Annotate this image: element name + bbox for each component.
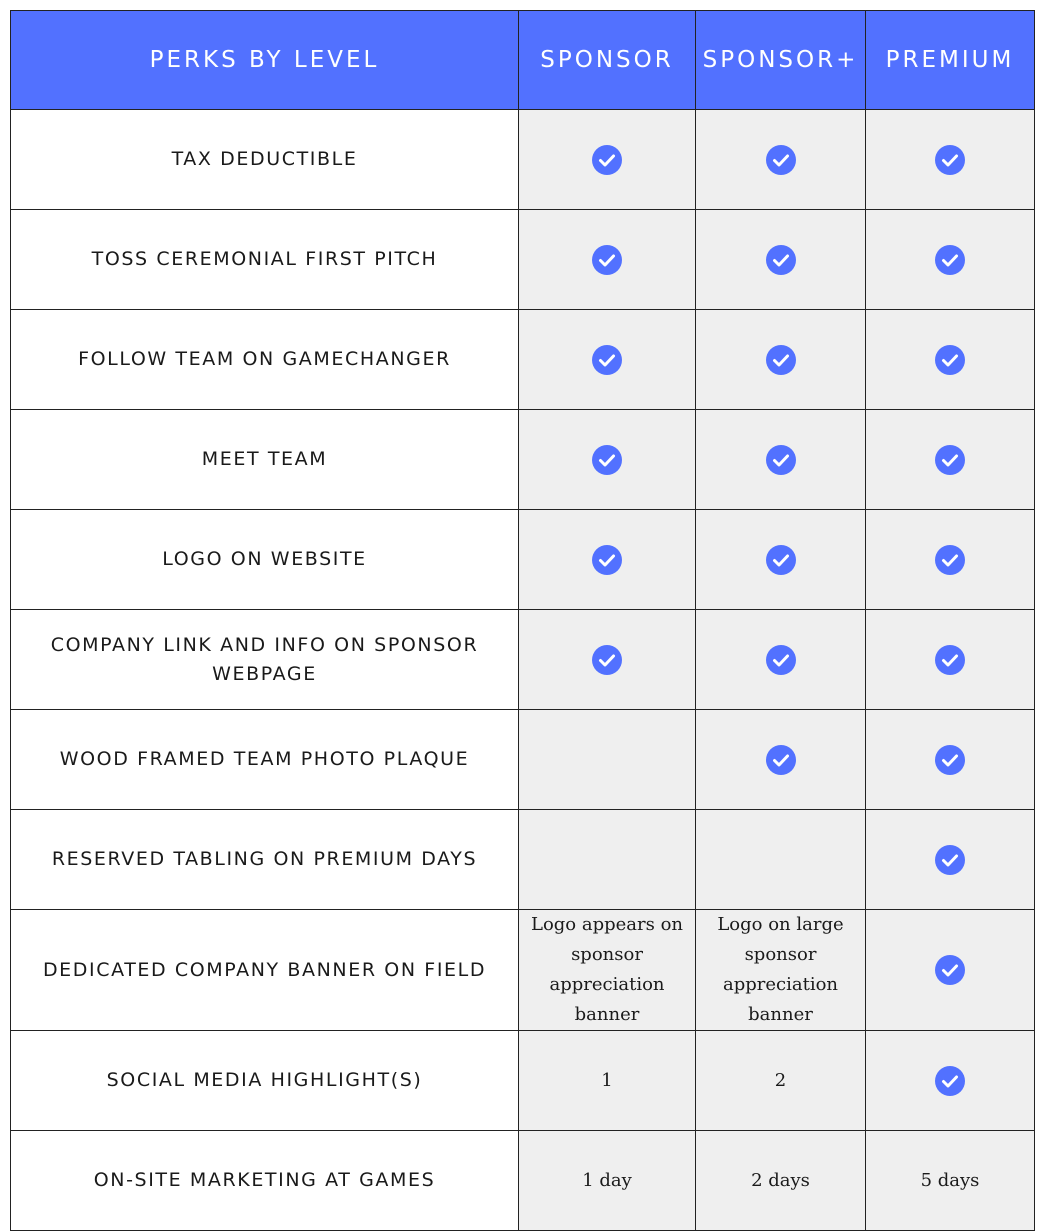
check-circle-icon: [592, 445, 622, 475]
check-circle-icon: [935, 645, 965, 675]
check-circle-icon: [935, 745, 965, 775]
check-circle-icon: [766, 545, 796, 575]
check-circle-icon: [935, 245, 965, 275]
level-cell-sponsor-plus: [696, 510, 866, 610]
level-cell-premium: [866, 310, 1035, 410]
perk-label: TAX DEDUCTIBLE: [11, 110, 519, 210]
check-circle-icon: [766, 445, 796, 475]
level-cell-sponsor: [519, 410, 696, 510]
level-cell-sponsor-plus: [696, 1131, 866, 1231]
level-cell-sponsor-plus: [696, 410, 866, 510]
check-circle-icon: [592, 545, 622, 575]
level-cell-sponsor: [519, 810, 696, 910]
level-cell-premium: [866, 610, 1035, 710]
level-cell-sponsor: [519, 610, 696, 710]
level-cell-premium: [866, 510, 1035, 610]
table-row: [11, 110, 1035, 210]
check-circle-icon: [935, 845, 965, 875]
level-cell-sponsor-plus: [696, 810, 866, 910]
perk-label: RESERVED TABLING ON PREMIUM DAYS: [11, 810, 519, 910]
level-value-text: 1 day: [582, 1169, 632, 1191]
level-cell-premium: [866, 810, 1035, 910]
level-cell-sponsor: [519, 310, 696, 410]
level-cell-premium: [866, 710, 1035, 810]
perk-label: MEET TEAM: [11, 410, 519, 510]
level-cell-sponsor: [519, 510, 696, 610]
level-cell-premium: [866, 1131, 1035, 1231]
header-row: [11, 11, 1035, 110]
perk-label: WOOD FRAMED TEAM PHOTO PLAQUE: [11, 710, 519, 810]
table-row: [11, 310, 1035, 410]
table-row: [11, 1131, 1035, 1231]
check-circle-icon: [935, 545, 965, 575]
check-circle-icon: [766, 345, 796, 375]
perk-label: COMPANY LINK AND INFO ON SPONSOR WEBPAGE: [11, 610, 519, 710]
level-header-premium: PREMIUM: [866, 11, 1035, 110]
perks-table: [10, 10, 1035, 1231]
level-value-text: Logo appears on sponsor appreciation banner: [530, 914, 684, 1025]
level-cell-sponsor-plus: [696, 610, 866, 710]
level-header-sponsor: SPONSOR: [519, 11, 696, 110]
perk-label: ON-SITE MARKETING AT GAMES: [11, 1131, 519, 1231]
level-cell-sponsor: [519, 910, 696, 1031]
level-cell-sponsor: [519, 210, 696, 310]
level-cell-sponsor-plus: [696, 210, 866, 310]
level-cell-sponsor-plus: [696, 310, 866, 410]
perk-label: SOCIAL MEDIA HIGHLIGHT(S): [11, 1031, 519, 1131]
table-row: [11, 210, 1035, 310]
check-circle-icon: [766, 245, 796, 275]
level-cell-premium: [866, 410, 1035, 510]
perk-label: LOGO ON WEBSITE: [11, 510, 519, 610]
check-circle-icon: [935, 1066, 965, 1096]
level-cell-sponsor: [519, 1031, 696, 1131]
level-cell-premium: [866, 110, 1035, 210]
check-circle-icon: [935, 445, 965, 475]
perks-by-level-header: PERKS BY LEVEL: [11, 11, 519, 110]
check-circle-icon: [592, 245, 622, 275]
check-circle-icon: [592, 145, 622, 175]
check-circle-icon: [766, 745, 796, 775]
level-cell-premium: [866, 1031, 1035, 1131]
perks-body: [11, 110, 1035, 1231]
table-row: [11, 710, 1035, 810]
check-circle-icon: [592, 345, 622, 375]
level-cell-sponsor: [519, 710, 696, 810]
check-circle-icon: [935, 345, 965, 375]
check-circle-icon: [766, 145, 796, 175]
perk-label: TOSS CEREMONIAL FIRST PITCH: [11, 210, 519, 310]
table-row: [11, 910, 1035, 1031]
table-row: [11, 1031, 1035, 1131]
table-row: [11, 410, 1035, 510]
level-value-text: 2 days: [751, 1169, 810, 1191]
level-cell-sponsor: [519, 110, 696, 210]
level-value-text: 1: [601, 1069, 613, 1091]
perk-label: DEDICATED COMPANY BANNER ON FIELD: [11, 910, 519, 1031]
table-row: [11, 510, 1035, 610]
table-row: [11, 610, 1035, 710]
level-value-text: 2: [774, 1069, 787, 1091]
check-circle-icon: [935, 955, 965, 985]
level-cell-sponsor: [519, 1131, 696, 1231]
check-circle-icon: [935, 145, 965, 175]
level-value-text: 5 days: [920, 1169, 980, 1191]
level-cell-sponsor-plus: [696, 110, 866, 210]
level-value-text: Logo on large sponsor appreciation banner: [717, 914, 844, 1025]
level-cell-premium: [866, 210, 1035, 310]
check-circle-icon: [766, 645, 796, 675]
perk-label: FOLLOW TEAM ON GAMECHANGER: [11, 310, 519, 410]
table-row: [11, 810, 1035, 910]
check-circle-icon: [592, 645, 622, 675]
level-cell-sponsor-plus: [696, 1031, 866, 1131]
level-header-sponsor-plus: SPONSOR+: [696, 11, 866, 110]
level-cell-sponsor-plus: [696, 710, 866, 810]
level-cell-premium: [866, 910, 1035, 1031]
level-cell-sponsor-plus: [696, 910, 866, 1031]
